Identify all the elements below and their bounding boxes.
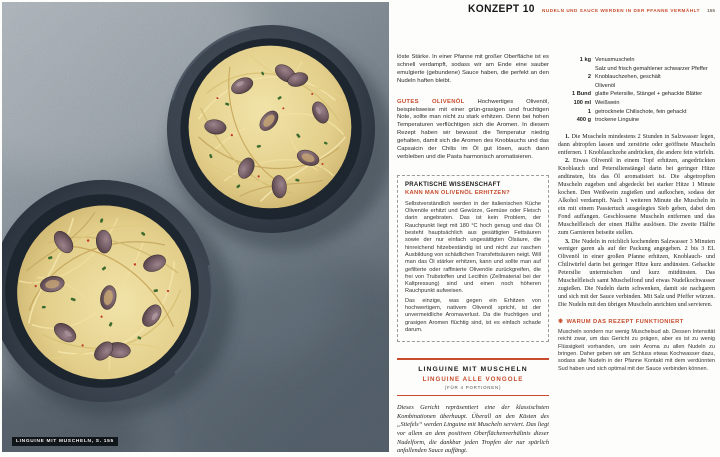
ingredient-row <box>558 90 715 99</box>
ingredient-qty: 100 ml <box>573 99 591 106</box>
ingredient-name: Weißwein <box>595 99 620 106</box>
recipe-title-block <box>397 358 549 396</box>
recipe-servings: (FÜR 4 PORTIONEN) <box>444 384 502 390</box>
ingredient-qty: 2 <box>587 74 591 81</box>
ingredient-qty <box>558 82 591 91</box>
practical-science-box <box>397 175 549 342</box>
why-it-works-title: WARUM DAS REZEPT FUNKTIONIERT <box>566 318 684 325</box>
ingredient-row <box>558 82 715 91</box>
ingredient-name: Venusmuscheln <box>595 57 635 63</box>
step-number: 3. <box>565 238 570 245</box>
ingredient-row <box>558 73 715 82</box>
recipe-column <box>558 56 715 373</box>
whisk-icon: ❋ <box>558 318 564 325</box>
ingredient-row <box>558 65 715 74</box>
title-rule-bottom <box>397 395 549 397</box>
oil-tip-text: Hochwertiges Olivenöl, beispielsweise mit einer grün-grasigen und fruchtigen Note, sollte man nicht zu stark erhitzen. Denn bei hohen Temperaturen verflüchtigen sich die Aromen. In diesem Rezept haben wir bewusst die Temperatur niedrig gehalten, damit sich die Aromen des Knoblauchs und das Capsaicin der Chilis im Öl gut lösen, auch dann verbleiben und die Pasta harmonisch aromatisieren. <box>397 98 549 160</box>
step-number: 2. <box>565 158 570 165</box>
step-number: 1. <box>565 133 570 140</box>
concept-paragraph: löste Stärke. In einer Pfanne mit großer Oberfläche ist es schnell verdampft, sodass wir am Ende eine sauber emulgierte (gebundene) Sauce haben, die perfekt an den Nudeln haften bleibt. <box>397 54 549 84</box>
why-it-works-section <box>558 319 715 373</box>
ingredient-qty: 400 g <box>576 117 591 124</box>
recipe-step <box>558 239 715 310</box>
ingredient-name: getrocknete Chilischote, fein gehackt <box>595 108 687 115</box>
recipe-intro: Dieses Gericht repräsentiert eine der klassischsten Kombinationen überhaupt. Überall an den Küsten des „Stiefels“ werden Linguine mit Muscheln serviert. Das liegt vor allem an dem positiven Oberflächenverhältnis dieser Nudelform, die dankbar jeden Tropfen der nur spärlich anfallenden Sauce auffängt. <box>397 404 549 455</box>
ingredient-name: Salz und frisch gemahlener schwarzer Pfeffer <box>595 65 708 72</box>
step-text: Etwas Olivenöl in einem Topf erhitzen, angedrückten Knoblauch und Petersilienstängel darin bei geringer Hitze andünsten, bis das Öl aromatisiert ist. Die abgetropften Muscheln zugeben und abgedeckt bei starker Hitze 1 Minute kochen. Den Weißwein zugießen und aufkochen, sodass der Alkohol verdampft. Nach 1 weiteren Minute die Muscheln in ein mit einem Passiertuch ausgelegtes Sieb geben, dabei den Fond auffangen. Geschlossene Muscheln entfernen und das Muschelfleisch der einen Hälfte auslösen. Die zweite Hälfte zum Garnieren beiseite stellen. <box>558 158 715 236</box>
ingredient-qty <box>558 65 591 74</box>
ingredient-name: trockene Linguine <box>595 117 640 124</box>
title-rule-top <box>397 358 549 360</box>
ingredient-row <box>558 116 715 125</box>
ingredient-row <box>558 56 715 65</box>
page-number: 155 <box>706 9 715 14</box>
dish-photo-art <box>2 2 389 452</box>
ingredient-name: glatte Petersilie, Stängel + gehackte Blätter <box>595 91 703 98</box>
science-box-question: KANN MAN OLIVENÖL ERHITZEN? <box>405 189 510 196</box>
ingredient-name: Knoblauchzehen, geschält <box>595 74 661 81</box>
step-text: Die Nudeln in reichlich kochendem Salzwasser 3 Minuten weniger garen als auf der Packung angegeben. 2 bis 3 EL Olivenöl in einer großen Pfanne erhitzen, Knoblauch- und Chiliwürfel darin bei geringer Hitze kurz andünsten. Gehackte Petersilie untermischen und kurz mitdünsten. Das Muschelfleisch samt Muschelfond und etwas Nudelkochwasser zugießen. Die Nudeln darin schwenken, damit sie nachgaren und sich mit der Sauce verbinden. Mit Salz und Pfeffer würzen. Die Nudeln mit den übrigen Muscheln anrichten und servieren. <box>558 238 715 308</box>
ingredient-qty: 1 kg <box>579 57 591 63</box>
ingredient-row <box>558 99 715 108</box>
step-text: Die Muscheln mindestens 2 Stunden in Salzwasser legen, dann abtropfen lassen und zerstörte oder geöffnete Muscheln entfernen. 1 Knoblauchzehe andrücken, die andere fein würfeln. <box>558 133 715 156</box>
concept-column <box>397 54 549 456</box>
ingredient-row <box>558 108 715 117</box>
oil-tip-label: GUTES OLIVENÖL <box>397 98 465 105</box>
photo-caption: LINGUINE MIT MUSCHELN, S. 155 <box>12 437 118 446</box>
ingredient-qty: 1 Bund <box>572 91 591 98</box>
science-box-body-1: Selbstverständlich werden in der italienischen Küche Olivenöle erhitzt und Gewürze, Gemüse oder Fleisch darin angebraten. Das ist kein Problem, der Rauchpunkt liegt mit 180 °C hoch genug und das Öl besteht hauptsächlich aus gesättigten Fettsäuren sowie der nur einfach ungesättigten Ölsäure, die hinreichend hitzebeständig ist und nicht zur raschen Ausbildung von schädlichen Transfettsäuren neigt. Will man das Öl stärker erhitzen, kann und sollte man auf gefilterte oder raffinierte Olivenöle zurückgreifen, die frei von Trubstoffen und Lecithin (Zellmaterial bei der Kaltpressung) sind und einen noch höheren Rauchpunkt aufweisen. <box>405 200 541 295</box>
ingredient-name: Olivenöl <box>595 82 616 89</box>
why-it-works-text: Muscheln sondern nur wenig Muschelsud ab. Dessen Intensität reicht zwar, um das Gericht zu prägen, aber es ist zu wenig Flüssigkeit vorhanden, um sein Aroma zu allen Nudeln zu bringen. Daher geben wir am Schluss etwas Kochwasser dazu, sodass alle Nudeln in der Pfanne Kontakt mit dem verdünnten Sud haben und sich optimal mit der Sauce verbinden können. <box>558 328 715 372</box>
ingredient-list <box>558 56 715 125</box>
page-header <box>396 3 715 15</box>
concept-subtitle: NUDELN UND SAUCE WERDEN IN DER PFANNE VERMÄHLT <box>542 8 700 13</box>
recipe-title-german: LINGUINE MIT MUSCHELN <box>418 366 528 374</box>
recipe-title-italian: LINGUINE ALLE VONGOLE <box>422 375 524 383</box>
why-it-works-header <box>558 319 715 325</box>
dish-photo <box>2 2 389 452</box>
recipe-step <box>558 158 715 237</box>
science-box-title: PRAKTISCHE WISSENSCHAFT <box>405 181 501 188</box>
recipe-step <box>558 134 715 158</box>
ingredient-qty: 1 <box>587 108 591 115</box>
concept-kicker: KONZEPT 10 <box>468 3 536 15</box>
oil-tip-paragraph <box>397 99 549 162</box>
science-box-body-2: Das einzige, was gegen ein Erhitzen von hochwertigem, nativem Olivenöl spricht, ist der unvermeidliche Aromaverlust. Da die fruchtigen und grasigen Aromen flüchtig sind, ist es einfach schade darum. <box>405 297 541 333</box>
